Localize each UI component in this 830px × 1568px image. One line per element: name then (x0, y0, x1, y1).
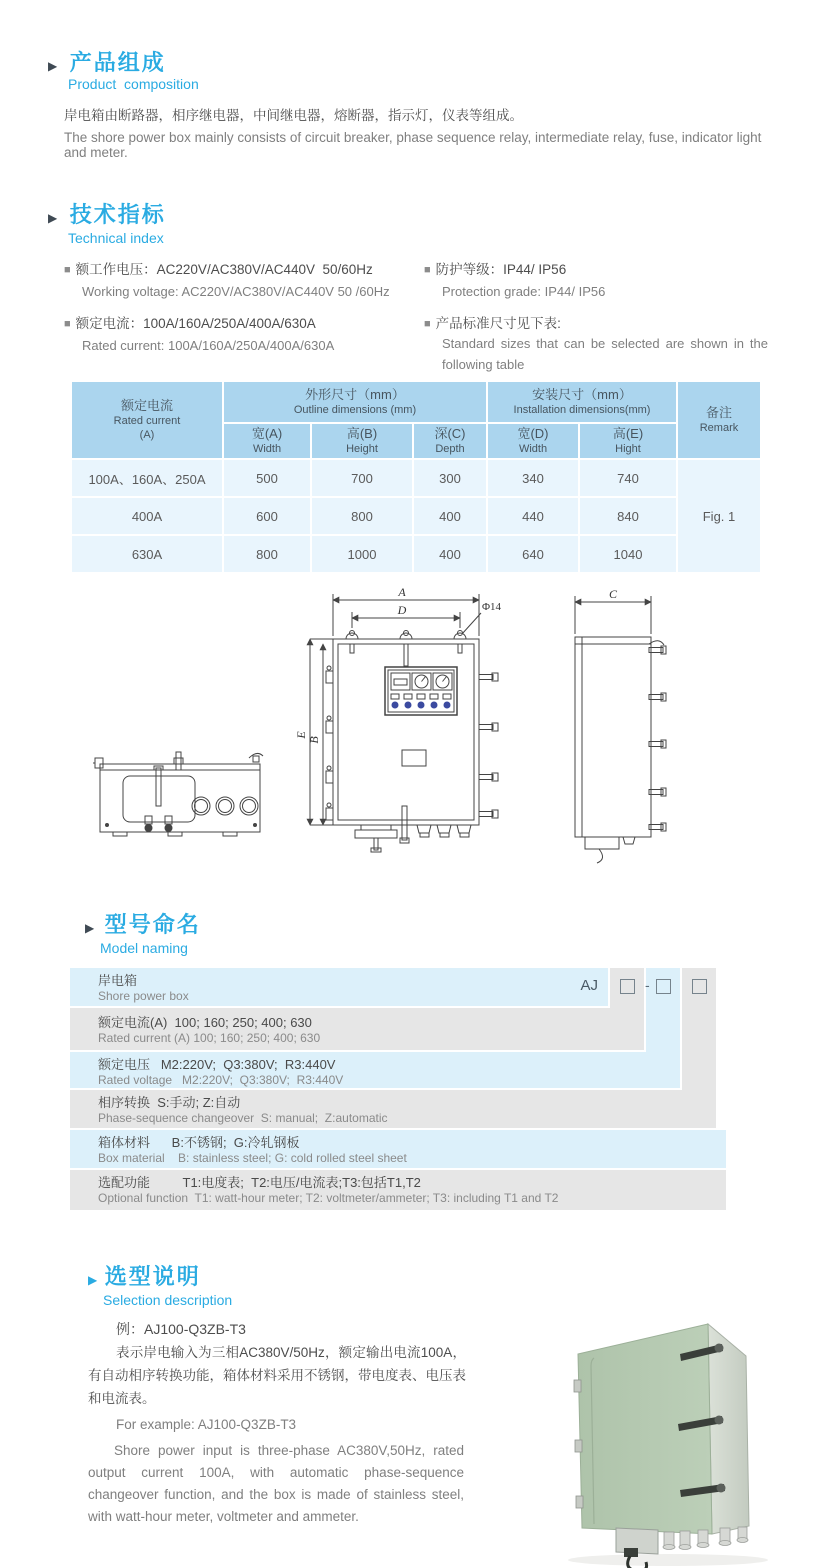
code-box-1 (620, 979, 635, 994)
cell-value: 400 (414, 498, 486, 534)
cell-value: 440 (488, 498, 578, 534)
dim-label-e: E (294, 731, 308, 739)
naming-row-en: Box material B: stainless steel; G: cold rolled steel sheet (98, 1151, 407, 1165)
section-selection-header (88, 1266, 201, 1289)
naming-row-cn: 岸电箱 (98, 973, 138, 988)
cell-current: 630A (72, 536, 222, 572)
selection-example-en: For example: AJ100-Q3ZB-T3 (116, 1417, 297, 1432)
cabinet-side-face (708, 1324, 749, 1534)
header-outline-cn: 外形尺寸（mm） (305, 387, 405, 402)
composition-text-cn: 岸电箱由断路器，相序继电器，中间继电器，熔断器，指示灯，仪表等组成。 (64, 108, 523, 123)
table-row (72, 498, 760, 534)
dim-label-a: A (398, 585, 406, 599)
table-row (72, 536, 760, 572)
subheader-depth-c: 深(C) Depth (414, 424, 486, 458)
cell-value: 1040 (580, 536, 676, 572)
naming-row-en: Rated current (A) 100; 160; 250; 400; 630 (98, 1031, 321, 1045)
naming-row-material (70, 1130, 726, 1168)
selection-body-en: Shore power input is three-phase AC380V,50Hz, rated output current 100A, with automatic phase-sequence changeover function, and the box is made of stainless steel, with watt-hour meter, voltmeter and ammeter. (88, 1443, 464, 1524)
naming-row-en: Rated voltage M2:220V; Q3:380V; R3:440V (98, 1073, 344, 1087)
header-installation-en: Installation dimensions(mm) (513, 404, 651, 416)
composition-text-en: The shore power box mainly consists of circuit breaker, phase sequence relay, intermediate relay, fuse, indicator light and meter. (64, 130, 762, 160)
section-arrow-icon: ▶ (88, 1273, 98, 1287)
naming-row-cn: 额定电压 M2:220V; Q3:380V; R3:440V (98, 1057, 336, 1072)
subheader-height-b: 高(B) Height (312, 424, 412, 458)
square-bullet-icon: ■ (424, 318, 431, 330)
section-title-cn: 选型说明 (104, 1264, 201, 1289)
naming-row-box (70, 968, 608, 1006)
code-box-2 (656, 979, 671, 994)
cell-value: 400 (414, 536, 486, 572)
header-rated-current-unit: (A) (139, 429, 155, 441)
naming-row-cn: 额定电流(A) 100; 160; 250; 400; 630 (98, 1015, 312, 1030)
hinge-icons (326, 666, 333, 820)
header-installation-cn: 安装尺寸（mm） (532, 387, 632, 402)
naming-row-cn: 箱体材料 B:不锈钢; G:冷轧钢板 (98, 1135, 300, 1150)
cell-current: 100A、160A、250A (72, 460, 222, 496)
cell-value: 740 (580, 460, 676, 496)
section-title-en: Product composition (68, 76, 199, 92)
cell-current: 400A (72, 498, 222, 534)
latch-icons (479, 673, 498, 818)
header-rated-current-en: Rated current (113, 415, 181, 427)
section-product-composition-header (48, 52, 166, 75)
cell-value: 840 (580, 498, 676, 534)
naming-row-voltage (70, 1052, 680, 1088)
section-arrow-icon: ▶ (85, 921, 95, 935)
section-arrow-icon: ▶ (48, 59, 58, 73)
section-title-en: Model naming (100, 940, 188, 956)
header-rated-current (72, 382, 222, 458)
naming-row-en: Optional function T1: watt-hour meter; T2: voltmeter/ammeter; T3: including T1 and T2 (98, 1191, 559, 1205)
spec-standard-sizes-cn: ■ 产品标准尺寸见下表: (424, 316, 561, 331)
dim-label-d: D (397, 603, 407, 617)
square-bullet-icon: ■ (64, 264, 71, 276)
spec-protection-grade-cn: ■ 防护等级：IP44/ IP56 (424, 262, 567, 277)
section-title-cn: 技术指标 (69, 202, 166, 227)
spec-rated-current-cn: ■ 额定电流：100A/160A/250A/400A/630A (64, 316, 316, 331)
header-outline-dims (224, 382, 486, 422)
model-prefix: AJ (580, 977, 598, 994)
spec-rated-current-en: Rated current: 100A/160A/250A/400A/630A (82, 338, 335, 353)
cell-value: 700 (312, 460, 412, 496)
cell-value: 800 (312, 498, 412, 534)
square-bullet-icon: ■ (64, 318, 71, 330)
side-view-drawing (575, 596, 666, 863)
section-title-en: Technical index (68, 230, 164, 246)
selection-body-cn: 表示岸电输入为三相AC380V/50Hz，额定输出电流100A，有自动相序转换功能，箱体材料采用不锈钢，带电度表、电压表和电流表。 (88, 1345, 466, 1406)
naming-row-en: Phase-sequence changeover S: manual; Z:automatic (98, 1111, 388, 1125)
spec-protection-grade-en: Protection grade: IP44/ IP56 (442, 284, 606, 299)
naming-row-current (70, 1008, 644, 1050)
section-title-en: Selection description (103, 1292, 233, 1308)
technical-drawing (65, 582, 765, 887)
header-remark-en: Remark (699, 422, 739, 434)
model-naming-table (70, 968, 730, 1210)
cell-value: 800 (224, 536, 310, 572)
subheader-width-d: 宽(D) Width (488, 424, 578, 458)
naming-row-changeover (70, 1090, 716, 1128)
spec-working-voltage-en: Working voltage: AC220V/AC380V/AC440V 50 /60Hz (82, 284, 390, 299)
selection-example-cn: 例：AJ100-Q3ZB-T3 (116, 1321, 246, 1337)
dim-label-c: C (608, 587, 618, 601)
cell-value: 300 (414, 460, 486, 496)
naming-row-cn: 选配功能 T1:电度表; T2:电压/电流表;T3:包括T1,T2 (98, 1175, 421, 1190)
bottom-view-drawing (93, 752, 263, 836)
subheader-width-a: 宽(A) Width (224, 424, 310, 458)
section-model-naming-header (85, 914, 201, 937)
naming-row-function (70, 1170, 726, 1210)
product-photo (538, 1292, 803, 1568)
section-title-cn: 产品组成 (69, 50, 166, 75)
door-handle-lock (624, 1548, 638, 1557)
cell-value: 1000 (312, 536, 412, 572)
nameplate (402, 750, 426, 766)
header-outline-en: Outline dimensions (mm) (293, 404, 417, 416)
subheader-height-e: 高(E) Hight (580, 424, 676, 458)
naming-row-en: Shore power box (98, 989, 189, 1003)
dim-label-hole: Φ14 (482, 601, 502, 613)
spec-working-voltage-cn: ■ 额工作电压：AC220V/AC380V/AC440V 50/60Hz (64, 262, 373, 277)
code-dash: - (645, 977, 650, 993)
header-installation-dims (488, 382, 676, 422)
meter-panel-drawing (385, 667, 457, 715)
section-technical-index-header (48, 204, 166, 227)
cell-value: 500 (224, 460, 310, 496)
dimensions-table (70, 380, 762, 574)
table-row (72, 460, 760, 496)
section-arrow-icon: ▶ (48, 211, 58, 225)
front-view-drawing (310, 594, 498, 852)
header-rated-current-cn: 额定电流 (120, 398, 173, 413)
cell-value: 640 (488, 536, 578, 572)
code-box-3 (692, 979, 707, 994)
naming-row-cn: 相序转换 S:手动; Z:自动 (98, 1095, 241, 1110)
section-title-cn: 型号命名 (104, 912, 201, 937)
header-remark-cn: 备注 (705, 405, 732, 420)
dim-label-b: B (307, 736, 321, 744)
square-bullet-icon: ■ (424, 264, 431, 276)
header-remark (678, 382, 760, 458)
cell-value: 340 (488, 460, 578, 496)
cell-remark: Fig. 1 (678, 460, 760, 572)
spec-standard-sizes-en: Standard sizes that can be selected are shown in the following table (442, 336, 768, 372)
cell-value: 600 (224, 498, 310, 534)
